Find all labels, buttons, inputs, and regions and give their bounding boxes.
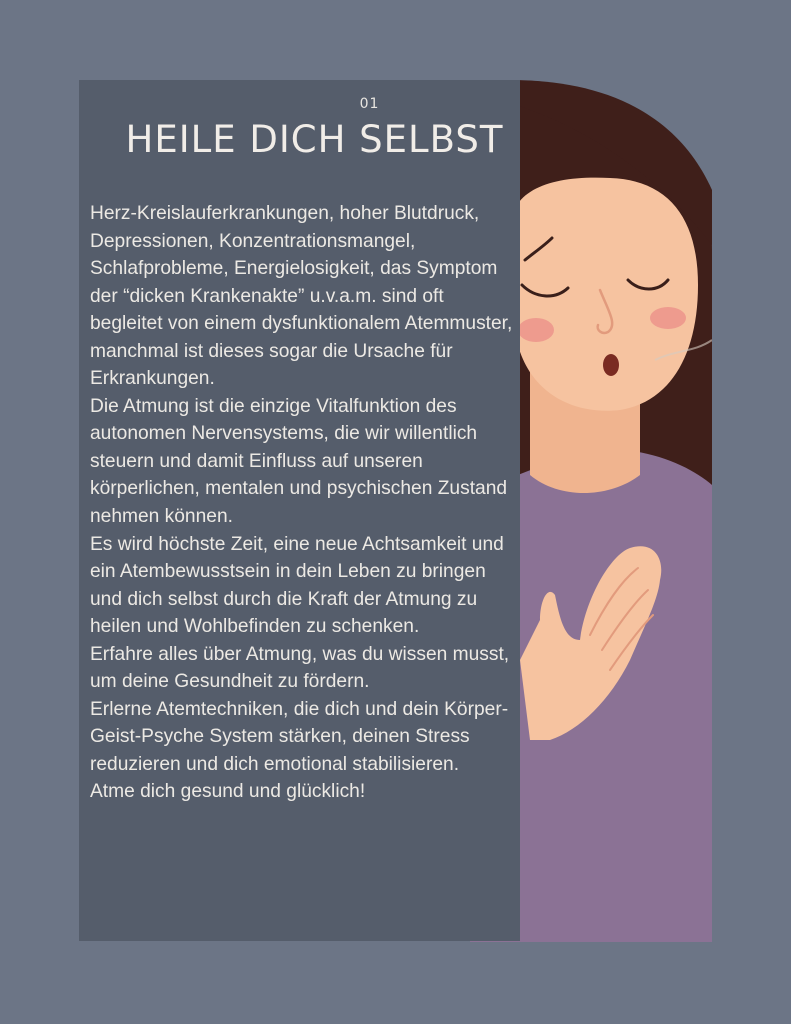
mouth [603, 354, 619, 376]
left-cheek [518, 318, 554, 342]
text-panel [79, 80, 520, 941]
paragraph: Atme dich gesund und glücklich! [90, 781, 366, 803]
paragraph: Erlerne Atemtechniken, die dich und dein Körper-Geist-Psyche System stärken, deinen Stress reduzieren und dich emotional stabilisieren. [90, 698, 509, 775]
page-title: HEILE DICH SELBST [125, 118, 504, 161]
page-number: 01 [359, 96, 380, 112]
paragraph: Es wird höchste Zeit, eine neue Achtsamkeit und ein Atembewusstsein in dein Leben zu bringen und dich selbst durch die Kraft der Atmung zu heilen und Wohlbefinden zu schenken. [90, 533, 504, 638]
paragraph: Die Atmung ist die einzige Vitalfunktion des autonomen Nervensystems, die wir willentlich steuern und damit Einfluss auf unseren körperlichen, mentalen und psychischen Zustand nehmen können. [90, 395, 508, 528]
paragraph: Erfahre alles über Atmung, was du wissen musst, um deine Gesundheit zu fördern. [90, 643, 510, 693]
right-cheek [650, 307, 686, 329]
paragraph: Herz-Kreislauferkrankungen, hoher Blutdruck, Depressionen, Konzentrationsmangel, Schlafprobleme, Energielosigkeit, das Symptom der “dicken Krankenakte” u.v.a.m. sind oft begleitet von einem dysfunktionalem Atemmuster, manchmal ist dieses sogar die Ursache für Erkrankungen. [90, 203, 513, 390]
body-text [90, 200, 515, 806]
